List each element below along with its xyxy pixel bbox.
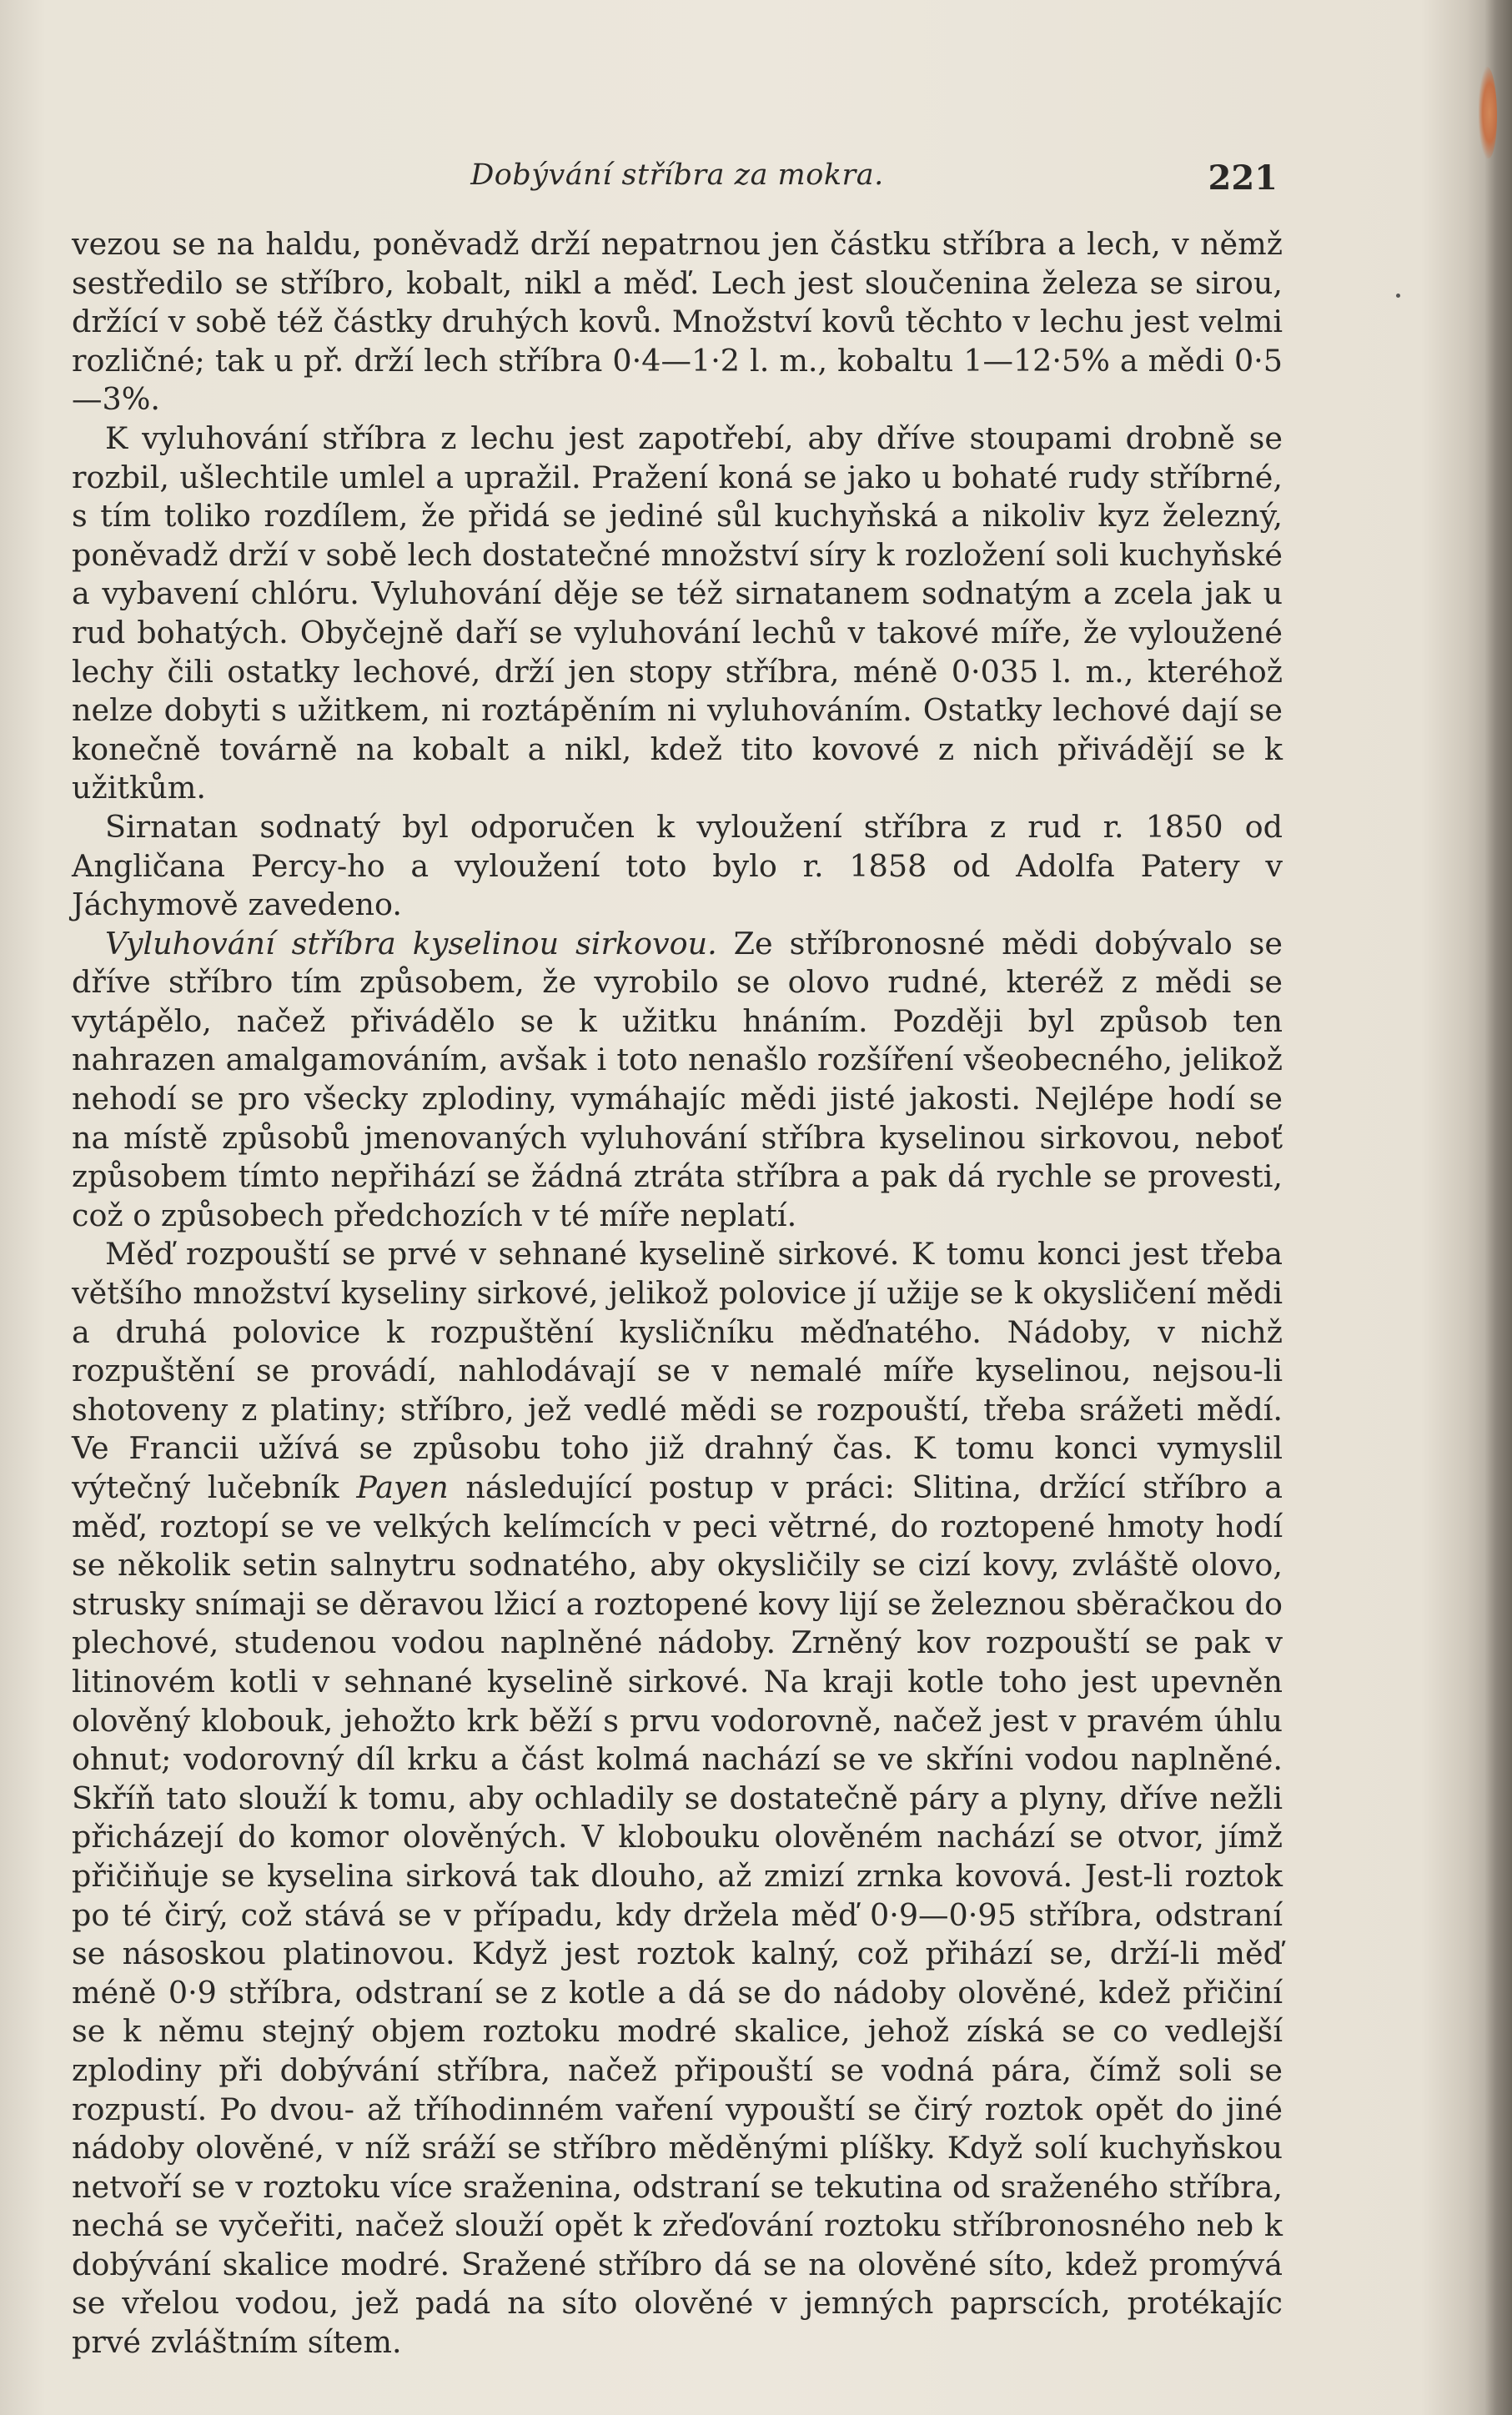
paragraph-4: [72, 925, 1283, 1236]
section-heading-inline: Vyluhování stříbra kyselinou sirkovou.: [105, 925, 717, 961]
paragraph-1: vezou se na haldu, poněvadž drží nepatrnou jen částku stříbra a lech, v němž sestředilo se stříbro, kobalt, nikl a měď. Lech jest sloučenina železa se sirou, držící v sobě též částky druhých kovů. Množství kovů těchto v lechu jest velmi rozličné; tak u př. drží lech stříbra 0·4—1·2 l. m., kobaltu 1—12·5% a mědi 0·5—3%.: [72, 226, 1283, 418]
paragraph-5-text-b: následující postup v práci: Slitina, držící stříbro a měď, roztopí se ve velkých kelímcích v peci větrné, do roztopené hmoty hodí se několik setin salnytru sodnatého, aby okysličily se cizí kovy, zvláště olovo, strusky snímaji se děravou lžicí a roztopené kovy lijí se železnou sběračkou do plechové, studenou vodou naplněné nádoby. Zrněný kov rozpouští se pak v litinovém kotli v sehnané kyselině sirkové. Na kraji kotle toho jest upevněn olověný klobouk, jehožto krk běží s prvu vodorovně, načež jest v pravém úhlu ohnut; vodorovný díl krku a část kolmá nachází se ve skříni vodou naplněné. Skříň tato slouží k tomu, aby ochladily se dostatečně páry a plyny, dříve nežli přicházejí do komor olověných. V klobouku olověném nachází se otvor, jímž přičiňuje se kyselina sirková tak dlouho, až zmizí zrnka kovová. Jest-li roztok po té čirý, což stává se v případu, kdy držela měď 0·9—0·95 stříbra, odstraní se násoskou platinovou. Když jest roztok kalný, což přihází se, drží-li měď méně 0·9 stříbra, odstraní se z kotle a dá se do nádoby olověné, kdež přičiní se k němu stejný objem roztoku modré skalice, jehož získá se co vedlejší zplodiny při dobývání stříbra, načež připouští se vodná pára, čímž soli se rozpustí. Po dvou- až tříhodinném vaření vypouští se čirý roztok opět do jiné nádoby olověné, v níž sráží se stříbro měděnými plíšky. Když solí kuchyňskou netvoří se v roztoku více sraženina, odstraní se tekutina od sraženého stříbra, nechá se vyčeřiti, načež slouží opět k zřeďování roztoku stříbronosného neb k dobývání skalice modré. Sražené stříbro dá se na olověné síto, kdež promývá se vřelou vodou, jež padá na síto olověné v jemných paprscích, protékajíc prvé zvláštním sítem.: [72, 1469, 1283, 2361]
paragraph-5-text-a: Měď rozpouští se prvé v sehnané kyselině sirkové. K tomu konci jest třeba většího množství kyseliny sirkové, jelikož polovice jí užije se k okysličení mědi a druhá polovice k rozpuštění kysličníku měďnatého. Nádoby, v nichž rozpuštění se provádí, nahlodávají se v nemalé míře kyselinou, nejsou-li shotoveny z platiny; stříbro, jež vedlé mědi se rozpouští, třeba srážeti mědí. Ve Francii užívá se způsobu toho již drahný čas. K tomu konci vymyslil výtečný lučebník: [72, 1236, 1283, 1505]
page-content: [72, 158, 1283, 2362]
paragraph-4-text: Ze stříbronosné mědi dobývalo se dříve stříbro tím způsobem, že vyrobilo se olovo rudné, kteréž z mědi se vytápělo, načež přivádělo se k užitku hnáním. Později byl způsob ten nahrazen amalgamováním, avšak i toto nenašlo rozšíření všeobecného, jelikož nehodí se pro všecky zplodiny, vymáhajíc mědi jisté jakosti. Nejlépe hodí se na místě způsobů jmenovaných vyluhování stříbra kyselinou sirkovou, neboť způsobem tímto nepřihází se žádná ztráta stříbra a pak dá rychle se provesti, což o způsobech předchozích v té míře neplatí.: [72, 925, 1283, 1233]
page-number: 221: [1208, 158, 1278, 198]
ink-speck: [1396, 294, 1400, 298]
person-name: Payen: [356, 1469, 449, 1505]
book-edge: [1485, 0, 1512, 2415]
running-title: Dobývání stříbra za mokra.: [470, 158, 884, 192]
body-text: [72, 225, 1283, 2362]
page-header: [72, 158, 1283, 205]
paragraph-5: [72, 1235, 1283, 2362]
paragraph-3: Sirnatan sodnatý byl odporučen k vyloužení stříbra z rud r. 1850 od Angličana Percy-ho a vyloužení toto bylo r. 1858 od Adolfa Patery v Jáchymově zavedeno.: [72, 808, 1283, 923]
paragraph-2: K vyluhování stříbra z lechu jest zapotřebí, aby dříve stoupami drobně se rozbil, ušlechtile umlel a upražil. Pražení koná se jako u bohaté rudy stříbrné, s tím toliko rozdílem, že přidá se jediné sůl kuchyňská a nikoliv kyz železný, poněvadž drží v sobě lech dostatečné množství síry k rozložení soli kuchyňské a vybavení chlóru. Vyluhování děje se též sirnatanem sodnatým a zcela jak u rud bohatých. Obyčejně daří se vyluhování lechů v takové míře, že vyloužené lechy čili ostatky lechové, drží jen stopy stříbra, méně 0·035 l. m., kteréhož nelze dobyti s užitkem, ni roztápěním ni vyluhováním. Ostatky lechové dají se konečně továrně na kobalt a nikl, kdež tito kovové z nich přivádějí se k užitkům.: [72, 419, 1283, 806]
